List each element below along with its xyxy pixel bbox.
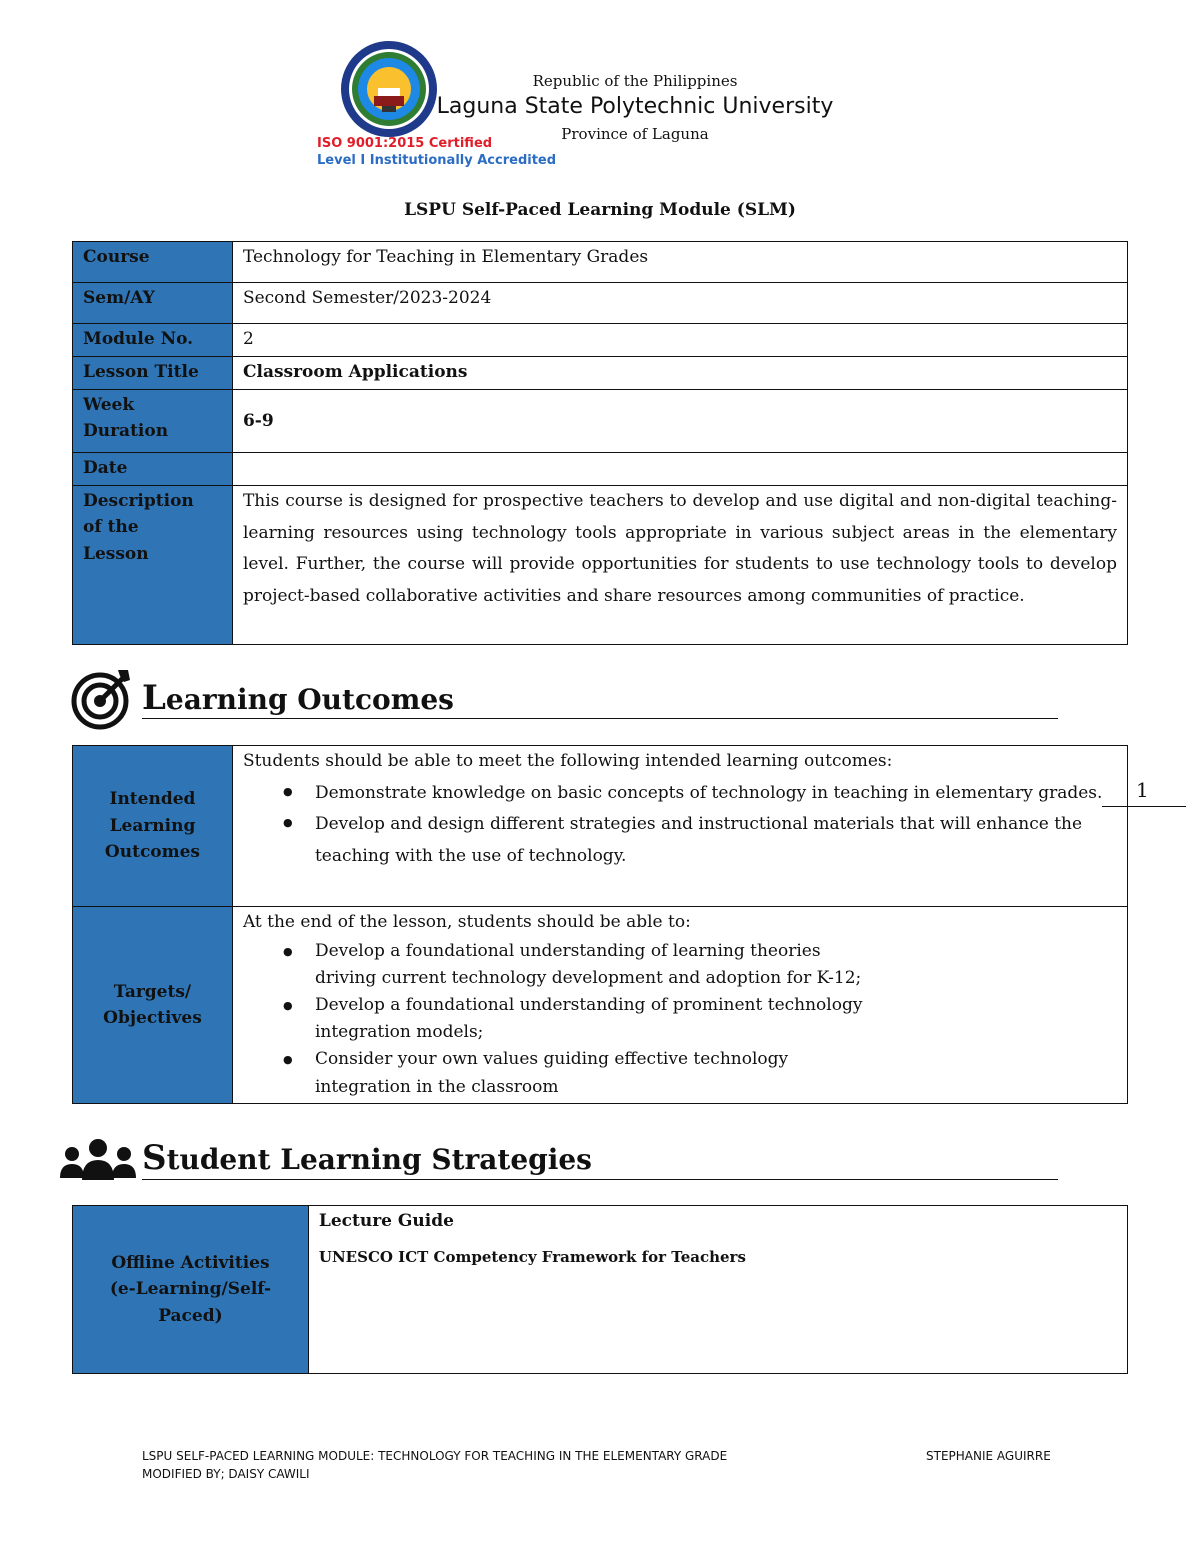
table-row	[73, 907, 1128, 1104]
description-label-line: of the	[83, 517, 139, 538]
heading-initial: S	[142, 1138, 167, 1178]
table-row	[73, 453, 1128, 486]
outcomes-table	[72, 745, 1128, 1104]
semay-value: Second Semester/2023-2024	[232, 283, 1127, 324]
university-name: Laguna State Polytechnic University	[436, 94, 834, 119]
footer-module-line: LSPU SELF-PACED LEARNING MODULE: TECHNOLOGY FOR TEACHING IN THE ELEMENTARY GRADE	[142, 1449, 728, 1463]
footer-modified-line: MODIFIED BY; DAISY CAWILI	[142, 1467, 310, 1481]
description-label-line: Lesson	[83, 543, 149, 564]
target-line: ● Consider your own values guiding effective technology	[314, 1049, 789, 1070]
table-row	[73, 390, 1128, 453]
table-row	[73, 1206, 1128, 1374]
target-line: integration models;	[314, 1022, 484, 1043]
ilo-intro: Students should be able to meet the following intended learning outcomes:	[242, 751, 893, 771]
date-label: Date	[73, 453, 233, 486]
module-label: Module No.	[73, 324, 233, 357]
ilo-label	[73, 746, 233, 907]
framework-title: UNESCO ICT Competency Framework for Teachers	[318, 1248, 746, 1267]
targets-label	[73, 907, 233, 1104]
lesson-title-value: Classroom Applications	[232, 357, 1127, 390]
week-label-line: Week	[83, 395, 135, 415]
heading-rest: earning Outcomes	[165, 683, 454, 716]
footer-author: STEPHANIE AGUIRRE	[926, 1449, 1051, 1463]
lecture-guide-title: Lecture Guide	[318, 1211, 454, 1231]
table-row	[73, 324, 1128, 357]
targets-label-line: Targets/	[113, 981, 192, 1002]
ilo-label-line: Learning	[109, 815, 196, 836]
semay-label: Sem/AY	[73, 283, 233, 324]
duration-label-line: Duration	[83, 421, 169, 442]
module-info-table	[72, 241, 1128, 645]
list-item	[283, 938, 1117, 992]
week-duration-label	[73, 390, 233, 453]
list-item: ● Develop and design different strategies and instructional materials that will enhance the teaching with the use of technology.	[283, 809, 1117, 872]
list-item: ● Demonstrate knowledge on basic concepts of technology in teaching in elementary grades.	[283, 778, 1117, 810]
target-icon	[70, 666, 134, 730]
targets-content	[232, 907, 1127, 1104]
offline-label-line: Paced)	[158, 1305, 223, 1326]
heading-rest: tudent Learning Strategies	[166, 1143, 592, 1176]
description-label-line: Description	[83, 491, 194, 511]
target-line: driving current technology development and adoption for K-12;	[314, 967, 862, 988]
targets-label-line: Objectives	[103, 1007, 202, 1028]
list-item	[283, 1046, 1117, 1100]
module-value: 2	[232, 324, 1127, 357]
course-value: Technology for Teaching in Elementary Grades	[232, 242, 1127, 283]
accreditation-text: Level I Institutionally Accredited	[317, 153, 557, 168]
people-group-icon	[58, 1134, 138, 1186]
target-line: integration in the classroom	[314, 1076, 559, 1097]
description-label	[73, 486, 233, 645]
offline-label-line: Offline Activities	[111, 1252, 270, 1273]
province-text: Province of Laguna	[561, 125, 709, 143]
ilo-label-line: Outcomes	[104, 842, 201, 863]
targets-list	[243, 938, 1117, 1101]
heading-initial: L	[142, 678, 166, 718]
section-divider	[142, 1179, 1058, 1180]
table-row	[73, 746, 1128, 907]
offline-activities-content	[308, 1206, 1127, 1374]
learning-outcomes-heading	[142, 678, 454, 718]
table-row	[73, 242, 1128, 283]
lesson-title-label: Lesson Title	[73, 357, 233, 390]
list-item	[283, 992, 1117, 1046]
strategies-table	[72, 1205, 1128, 1374]
page-number: 1	[1136, 778, 1149, 802]
target-line: ● Develop a foundational understanding of learning theories	[314, 940, 821, 961]
iso-certification: ISO 9001:2015 Certified	[317, 136, 493, 151]
week-duration-value: 6-9	[232, 390, 1127, 453]
date-value	[232, 453, 1127, 486]
table-row	[73, 357, 1128, 390]
strategies-heading	[142, 1138, 592, 1178]
targets-intro: At the end of the lesson, students should be able to:	[242, 912, 691, 932]
module-title: LSPU Self-Paced Learning Module (SLM)	[404, 200, 796, 220]
ilo-content	[232, 746, 1127, 907]
target-line: ● Develop a foundational understanding of prominent technology	[314, 994, 863, 1015]
table-row	[73, 486, 1128, 645]
offline-activities-label	[73, 1206, 309, 1374]
ilo-label-line: Intended	[109, 789, 196, 810]
page-number-line	[1102, 806, 1186, 807]
table-row	[73, 283, 1128, 324]
offline-label-line: (e-Learning/Self-	[109, 1279, 272, 1300]
section-divider	[142, 718, 1058, 719]
republic-text: Republic of the Philippines	[532, 72, 738, 90]
ilo-list	[243, 778, 1117, 873]
description-value: This course is designed for prospective teachers to develop and use digital and non-digital teaching- learning resources using technology tools appropriate in various subject areas in the elementary level. Further, the course will provide opportunities for students to use technology tools to develop project-based collaborative activities and share resources among communities of practice.	[232, 486, 1127, 645]
course-label: Course	[73, 242, 233, 283]
